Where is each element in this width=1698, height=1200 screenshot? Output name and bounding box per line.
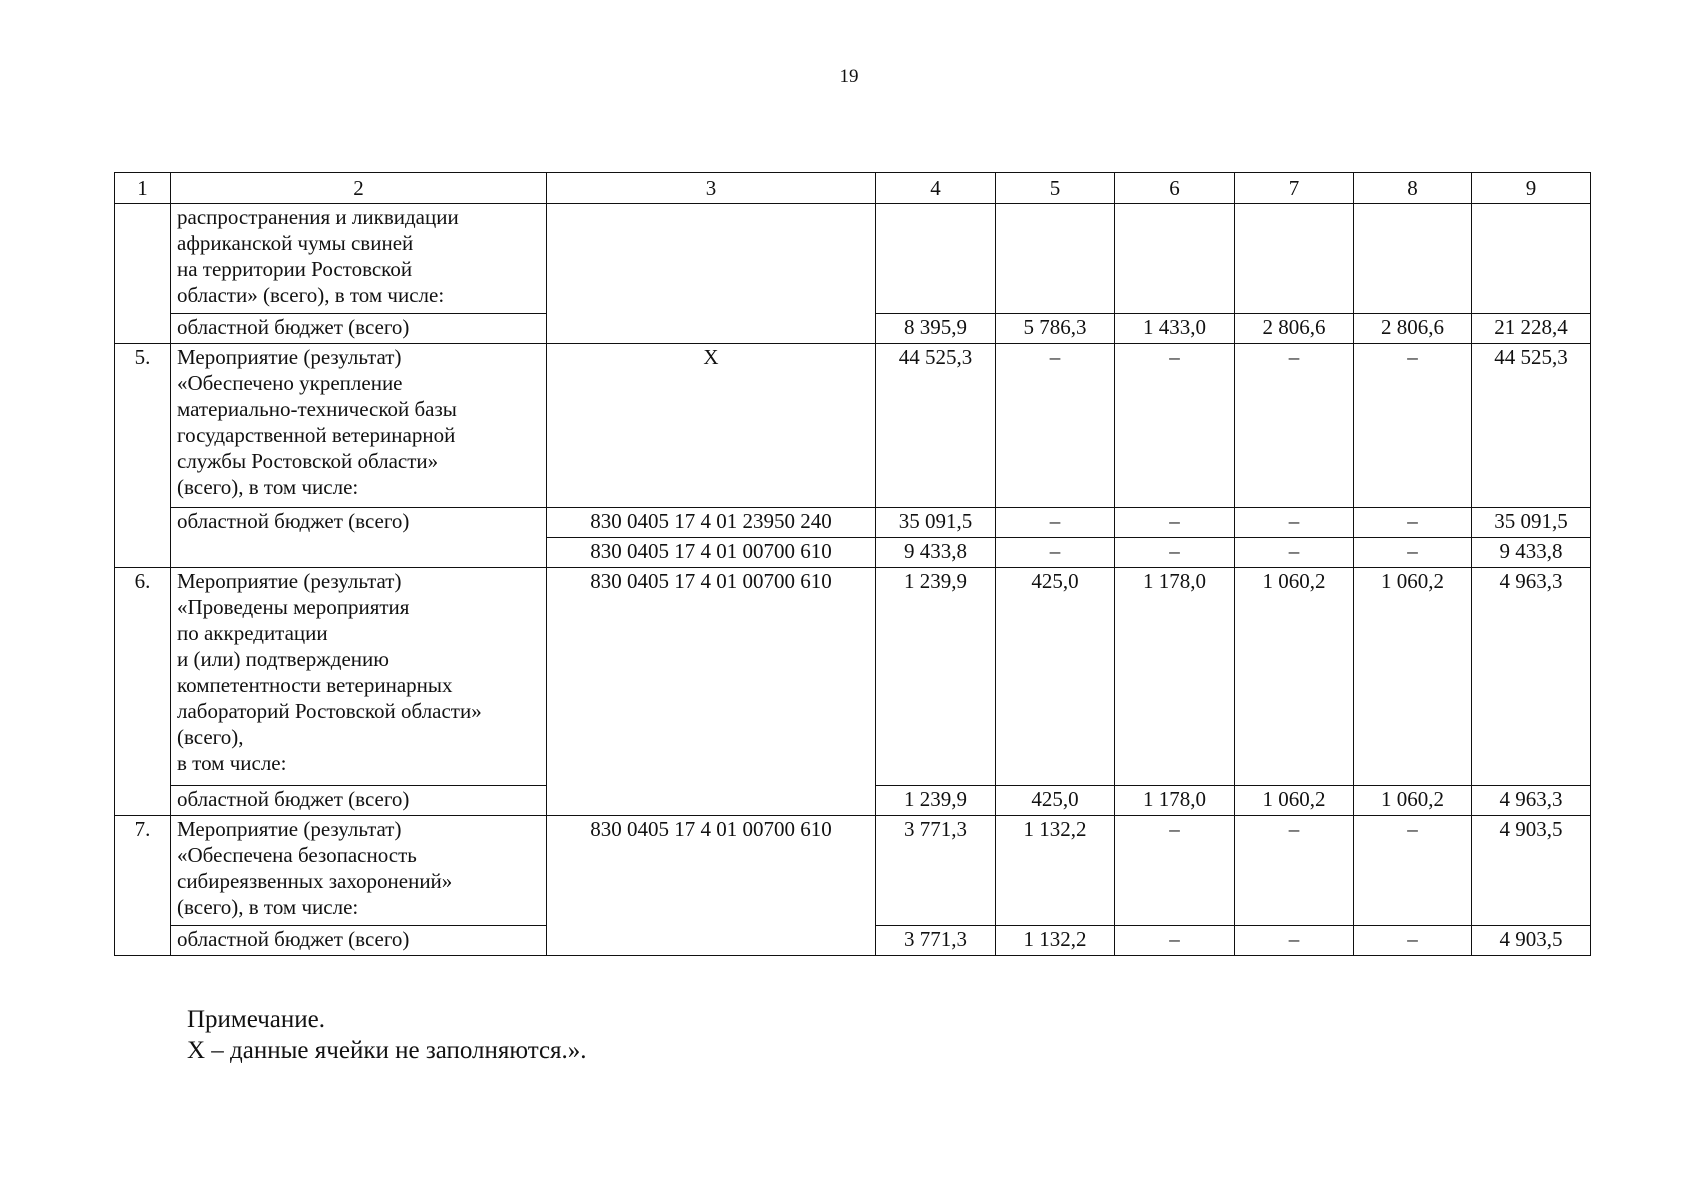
row-number-cell: 7. (115, 816, 171, 956)
row-number-cell: 6. (115, 568, 171, 816)
value-cell (1235, 204, 1354, 314)
value-cell: – (1115, 926, 1235, 956)
value-cell: – (1235, 816, 1354, 926)
value-cell: 4 903,5 (1472, 816, 1591, 926)
value-cell: 5 786,3 (996, 314, 1115, 344)
value-cell: – (1354, 538, 1472, 568)
table-row (115, 344, 1591, 508)
value-cell: – (1354, 816, 1472, 926)
value-cell: 1 132,2 (996, 816, 1115, 926)
value-cell (1354, 204, 1472, 314)
value-cell: 2 806,6 (1354, 314, 1472, 344)
code-cell: X (547, 344, 876, 508)
item-title-cell: Мероприятие (результат) «Обеспечено укрепление материально-технической базы государственной ветеринарной службы Ростовской области» (всего), в том числе: (171, 344, 547, 508)
value-cell: 425,0 (996, 786, 1115, 816)
value-cell: – (1235, 538, 1354, 568)
value-cell: 2 806,6 (1235, 314, 1354, 344)
code-cell: 830 0405 17 4 01 00700 610 (547, 816, 876, 956)
code-cell: 830 0405 17 4 01 00700 610 (547, 538, 876, 568)
item-title-cell: распространения и ликвидации африканской чумы свиней на территории Ростовской области» (всего), в том числе: (171, 204, 547, 314)
value-cell: 1 060,2 (1354, 786, 1472, 816)
value-cell: 1 178,0 (1115, 786, 1235, 816)
value-cell: 1 239,9 (876, 786, 996, 816)
value-cell: 4 963,3 (1472, 786, 1591, 816)
value-cell: – (1354, 926, 1472, 956)
table-row (115, 568, 1591, 786)
code-cell (547, 204, 876, 344)
header-cell: 7 (1235, 173, 1354, 204)
value-cell: 4 963,3 (1472, 568, 1591, 786)
value-cell: 9 433,8 (1472, 538, 1591, 568)
value-cell: 9 433,8 (876, 538, 996, 568)
header-cell: 4 (876, 173, 996, 204)
value-cell: 8 395,9 (876, 314, 996, 344)
footnote-text: X – данные ячейки не заполняются.». (187, 1037, 587, 1064)
value-cell: 44 525,3 (876, 344, 996, 508)
value-cell: 35 091,5 (876, 508, 996, 538)
value-cell: 1 060,2 (1235, 568, 1354, 786)
value-cell: 1 239,9 (876, 568, 996, 786)
value-cell: – (996, 344, 1115, 508)
page-number: 19 (839, 66, 859, 87)
value-cell (996, 204, 1115, 314)
header-cell: 5 (996, 173, 1115, 204)
budget-table (114, 172, 1591, 956)
sub-label-cell: областной бюджет (всего) (171, 926, 547, 956)
table-row (115, 204, 1591, 314)
value-cell (876, 204, 996, 314)
value-cell (1115, 204, 1235, 314)
value-cell: 1 132,2 (996, 926, 1115, 956)
header-cell: 2 (171, 173, 547, 204)
value-cell: 44 525,3 (1472, 344, 1591, 508)
sub-label-cell: областной бюджет (всего) (171, 786, 547, 816)
value-cell: – (1354, 508, 1472, 538)
value-cell: – (996, 508, 1115, 538)
value-cell: – (1115, 538, 1235, 568)
value-cell: – (1235, 344, 1354, 508)
value-cell: – (1115, 344, 1235, 508)
value-cell: 1 178,0 (1115, 568, 1235, 786)
sub-label-cell: областной бюджет (всего) (171, 314, 547, 344)
item-title-cell: Мероприятие (результат) «Обеспечена безопасность сибиреязвенных захоронений» (всего), в том числе: (171, 816, 547, 926)
row-number-cell: 5. (115, 344, 171, 568)
value-cell: 21 228,4 (1472, 314, 1591, 344)
header-row (115, 173, 1591, 204)
value-cell: 4 903,5 (1472, 926, 1591, 956)
value-cell: – (1235, 926, 1354, 956)
header-cell: 8 (1354, 173, 1472, 204)
footnote-title: Примечание. (187, 1006, 326, 1033)
value-cell: – (1235, 508, 1354, 538)
header-cell: 1 (115, 173, 171, 204)
value-cell: 1 433,0 (1115, 314, 1235, 344)
value-cell: 1 060,2 (1354, 568, 1472, 786)
row-number-cell (115, 204, 171, 344)
table-row (115, 508, 1591, 538)
value-cell: 3 771,3 (876, 816, 996, 926)
footnote (187, 1004, 587, 1066)
header-cell: 6 (1115, 173, 1235, 204)
value-cell: 1 060,2 (1235, 786, 1354, 816)
code-cell: 830 0405 17 4 01 23950 240 (547, 508, 876, 538)
value-cell: 3 771,3 (876, 926, 996, 956)
value-cell: – (1115, 816, 1235, 926)
code-cell: 830 0405 17 4 01 00700 610 (547, 568, 876, 816)
value-cell: 425,0 (996, 568, 1115, 786)
header-cell: 9 (1472, 173, 1591, 204)
item-title-cell: Мероприятие (результат) «Проведены мероприятия по аккредитации и (или) подтверждению компетентности ветеринарных лабораторий Ростовской области» (всего), в том числе: (171, 568, 547, 786)
sub-label-cell: областной бюджет (всего) (171, 508, 547, 568)
header-cell: 3 (547, 173, 876, 204)
value-cell: – (1115, 508, 1235, 538)
value-cell (1472, 204, 1591, 314)
table-row (115, 816, 1591, 926)
value-cell: – (996, 538, 1115, 568)
value-cell: 35 091,5 (1472, 508, 1591, 538)
value-cell: – (1354, 344, 1472, 508)
